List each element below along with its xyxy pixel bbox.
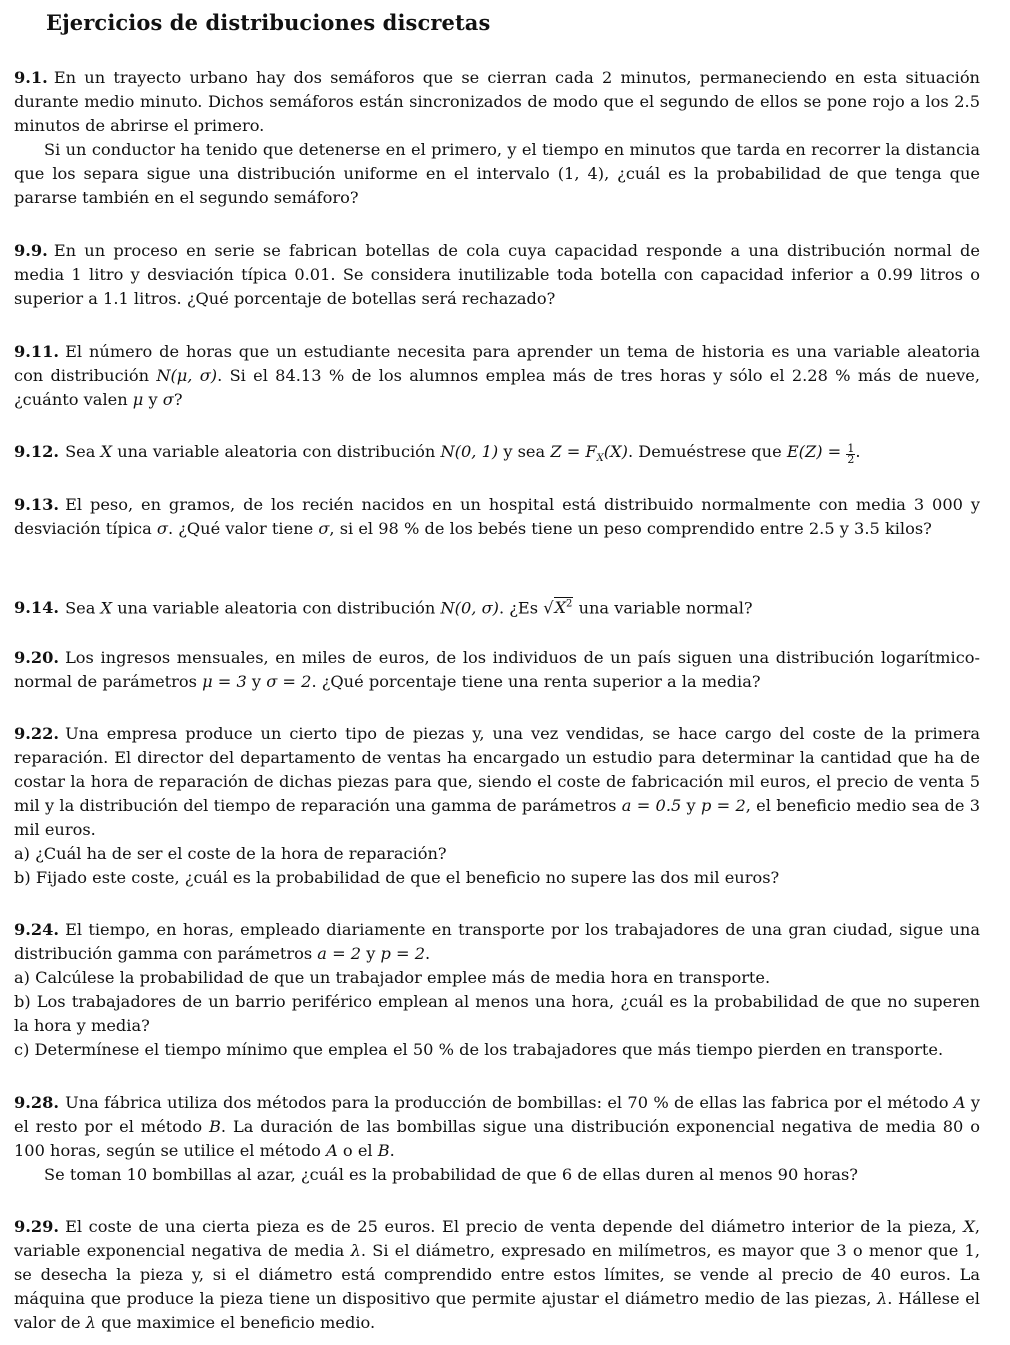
- exercise-number: 9.29.: [14, 1217, 60, 1236]
- exercise-9-24: [14, 918, 980, 1062]
- exercise-9-9: [14, 239, 980, 311]
- math: (X): [603, 442, 628, 461]
- math: Z = F: [550, 442, 597, 461]
- exercise-text: una variable aleatoria con distribución: [112, 442, 441, 461]
- exercise-text: , si el 98 % de los bebés tiene un peso comprendido entre 2.5 y 3.5 kilos?: [329, 519, 932, 538]
- math: λ: [350, 1241, 361, 1260]
- exercise-paragraph: [14, 340, 980, 412]
- math-subscript: X: [596, 453, 604, 465]
- math: N(0, 1): [440, 442, 499, 461]
- exercise-paragraph: [14, 722, 980, 842]
- exercise-text: , el beneficio medio sea de 3 mil euros.: [14, 796, 981, 839]
- exercise-text: .: [855, 442, 861, 461]
- exercise-text: una variable normal?: [573, 598, 753, 618]
- exercise-text: . ¿Qué valor tiene: [167, 519, 319, 538]
- exercise-text: . Demuéstrese que: [627, 442, 787, 461]
- math: σ: [156, 519, 168, 538]
- exercise-paragraph: [14, 493, 980, 541]
- exercise-number: 9.12.: [14, 442, 60, 461]
- exercise-text: En un proceso en serie se fabrican botellas de cola cuya capacidad responde a una distribución normal de media 1 litro y desviación típica 0.01. Se considera inutilizable toda botella con capacidad inferior a 0.99 litros o superior a 1.1 litros. ¿Qué porcentaje de botellas será rechazado?: [14, 241, 980, 308]
- exercise-text: . Si el diámetro, expresado en milímetros, es mayor que 3 o menor que 1, se desecha la pieza y, si el diámetro está comprendido entre estos límites, se vende al precio de 40 euros. La máquina que produce la pieza tiene un dispositivo que permite ajustar el diámetro medio de las piezas,: [14, 1241, 980, 1308]
- exercise-text: . Hállese el valor de: [14, 1289, 980, 1332]
- math: N(0, σ): [440, 598, 499, 618]
- math: X: [963, 1217, 975, 1236]
- math: E(Z) =: [786, 442, 847, 461]
- exercise-9-29: [14, 1215, 980, 1335]
- math: A: [953, 1093, 966, 1112]
- math: X: [100, 442, 113, 461]
- math: μ = 3: [202, 672, 247, 691]
- exercise-paragraph: [14, 138, 980, 210]
- exercise-text: .: [389, 1141, 395, 1160]
- exercise-text: Los ingresos mensuales, en miles de euros, de los individuos de un país siguen una distribución logarítmico-normal de parámetros: [14, 648, 980, 691]
- exercise-number: 9.22.: [14, 724, 60, 743]
- exercise-text: . ¿Es: [498, 598, 544, 618]
- exercise-9-28: [14, 1091, 980, 1187]
- math: p = 2: [380, 944, 426, 963]
- exercise-text: El tiempo, en horas, empleado diariamente en transporte por los trabajadores de una gran ciudad, sigue una distribución gamma con parámetros: [14, 920, 980, 963]
- math: X: [100, 598, 113, 618]
- math: X: [554, 598, 567, 618]
- math: a = 0.5: [621, 796, 682, 815]
- exercise-text: El peso, en gramos, de los recién nacidos en un hospital está distribuido normalmente con media 3 000 y desviación típica: [14, 495, 980, 538]
- math: σ: [162, 390, 174, 409]
- exercise-part-a: a) ¿Cuál ha de ser el coste de la hora de reparación?: [14, 844, 447, 863]
- fraction-numerator: 1: [847, 442, 855, 455]
- exercise-paragraph: Se toman 10 bombillas al azar, ¿cuál es la probabilidad de que 6 de ellas duren al menos 90 horas?: [44, 1165, 858, 1184]
- exercise-text: y sea: [498, 442, 551, 461]
- sqrt-radicand: [554, 597, 574, 617]
- exercise-text: En un trayecto urbano hay dos semáforos que se cierran cada 2 minutos, permaneciendo en esta situación durante medio minuto. Dichos semáforos están sincronizados de modo que el segundo de ellos se pone rojo a los 2.5 minutos de abrirse el primero.: [14, 68, 980, 135]
- math: a = 2: [317, 944, 362, 963]
- fraction-denominator: 2: [847, 453, 855, 466]
- exercise-text: y: [143, 390, 163, 409]
- math: N(μ, σ): [156, 366, 218, 385]
- exercise-number: 9.13.: [14, 495, 60, 514]
- exercise-part-c: c) Determínese el tiempo mínimo que emplea el 50 % de los trabajadores que más tiempo pierden en transporte.: [14, 1040, 944, 1059]
- exercise-part-b: b) Los trabajadores de un barrio periférico emplean al menos una hora, ¿cuál es la probabilidad de que no superen la hora y media?: [14, 992, 980, 1035]
- exercise-paragraph: [14, 646, 980, 694]
- exercise-text: . Si el 84.13 % de los alumnos emplea más de tres horas y sólo el 2.28 % más de nueve, ¿cuánto valen: [14, 366, 981, 409]
- exercise-paragraph: [14, 593, 980, 620]
- exercise-text: Una empresa produce un cierto tipo de piezas y, una vez vendidas, se hace cargo del coste de la primera reparación. El director del departamento de ventas ha encargado un estudio para determinar la cantidad que ha de costar la hora de reparación de dichas piezas para que, siendo el coste de fabricación mil euros, el precio de venta 5 mil y la distribución del tiempo de reparación una gamma de parámetros: [14, 724, 980, 815]
- exercise-text: . La duración de las bombillas sigue una distribución exponencial negativa de media 80 o 100 horas, según se utilice el método: [14, 1117, 980, 1160]
- exercise-paragraph: [14, 66, 980, 138]
- exercise-paragraph: [14, 239, 980, 311]
- exercise-number: 9.14.: [14, 598, 60, 618]
- exercise-9-11: [14, 340, 980, 412]
- math: λ: [85, 1313, 96, 1332]
- exercise-paragraph: [14, 918, 980, 966]
- exercise-text: , variable exponencial negativa de media: [14, 1217, 980, 1260]
- exercise-text: y: [681, 796, 701, 815]
- exercise-9-13: [14, 493, 980, 541]
- exercise-9-1: [14, 66, 980, 210]
- exercise-text: que maximice el beneficio medio.: [95, 1313, 376, 1332]
- exercise-text: y: [361, 944, 381, 963]
- exercise-text: o el: [337, 1141, 378, 1160]
- math: λ: [877, 1289, 888, 1308]
- exercise-text: ?: [173, 390, 183, 409]
- exercise-paragraph: [14, 1091, 980, 1163]
- math: A: [326, 1141, 338, 1160]
- math: σ = 2: [266, 672, 312, 691]
- exercise-text: . ¿Qué porcentaje tiene una renta superior a la media?: [311, 672, 761, 691]
- exercise-text: y el resto por el método: [14, 1093, 980, 1136]
- exercise-number: 9.9.: [14, 241, 48, 260]
- exercise-number: 9.24.: [14, 920, 60, 939]
- math: B: [377, 1141, 390, 1160]
- exercise-text: Sea: [65, 598, 101, 618]
- exercise-number: 9.11.: [14, 342, 60, 361]
- exercise-9-22: [14, 722, 980, 890]
- exercise-text: Si un conductor ha tenido que detenerse en el primero, y el tiempo en minutos que tarda en recorrer la distancia que los separa sigue una distribución uniforme en el intervalo (1, 4), ¿cuál es la probabilidad de que tenga que pararse también en el segundo semáforo?: [14, 140, 980, 207]
- exercise-paragraph: [14, 440, 980, 471]
- exercise-9-12: [14, 440, 980, 471]
- exercise-text: una variable aleatoria con distribución: [112, 598, 441, 618]
- page-title: Ejercicios de distribuciones discretas: [46, 10, 491, 35]
- exercise-part-a: a) Calcúlese la probabilidad de que un trabajador emplee más de media hora en transporte.: [14, 968, 771, 987]
- exercise-text: El coste de una cierta pieza es de 25 euros. El precio de venta depende del diámetro interior de la pieza,: [65, 1217, 964, 1236]
- exercise-number: 9.28.: [14, 1093, 60, 1112]
- sqrt-symbol: √: [543, 598, 554, 618]
- exercise-part-b: b) Fijado este coste, ¿cuál es la probabilidad de que el beneficio no supere las dos mil euros?: [14, 868, 780, 887]
- exercise-paragraph: [14, 1215, 980, 1335]
- exercise-text: y: [246, 672, 267, 691]
- exercise-text: .: [425, 944, 431, 963]
- math-superscript: 2: [566, 599, 573, 610]
- exercise-9-20: [14, 646, 980, 694]
- math: B: [209, 1117, 221, 1136]
- math: μ: [132, 390, 144, 409]
- math: σ: [318, 519, 330, 538]
- exercise-9-14: [14, 593, 980, 620]
- exercise-text: El número de horas que un estudiante necesita para aprender un tema de historia es una variable aleatoria con distribución: [14, 342, 980, 385]
- exercise-text: Sea: [65, 442, 101, 461]
- exercise-text: Una fábrica utiliza dos métodos para la producción de bombillas: el 70 % de ellas las fabrica por el método: [65, 1093, 954, 1112]
- math: p = 2: [700, 796, 746, 815]
- exercise-number: 9.1.: [14, 68, 48, 87]
- exercise-number: 9.20.: [14, 648, 60, 667]
